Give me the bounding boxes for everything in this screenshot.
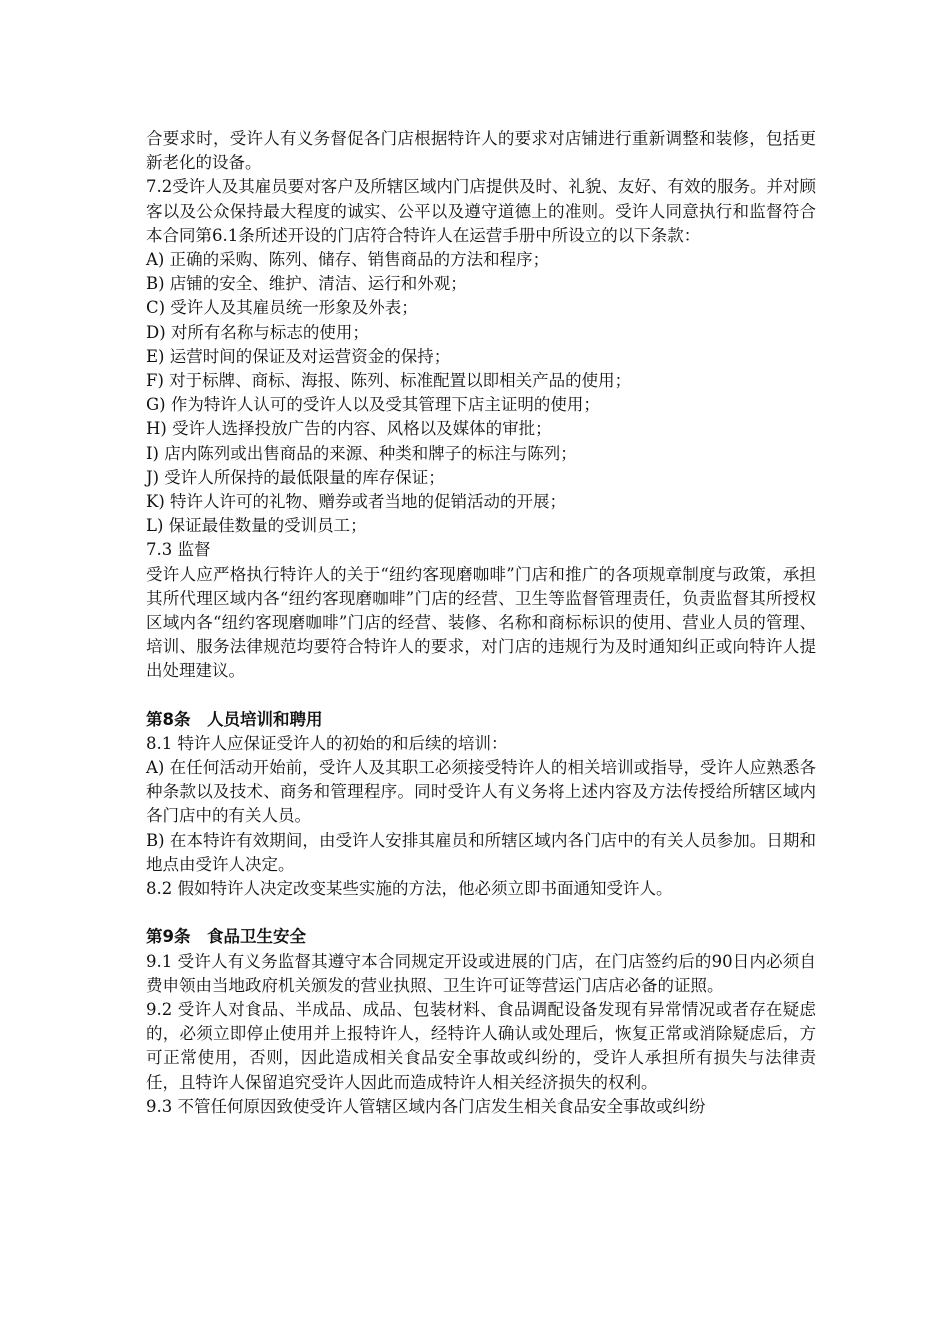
clause-8-1: 8.1 特许人应保证受许人的初始的和后续的培训： <box>146 733 508 753</box>
clause-8-1-b: B) 在本特许有效期间，由受许人安排其雇员和所辖区域内各门店中的有关人员参加。日期和地点由受许人决定。 <box>146 830 816 874</box>
clause-9-2: 9.2 受许人对食品、半成品、成品、包装材料、食品调配设备发现有异常情况或者存在疑虑的，必须立即停止使用并上报特许人，经特许人确认或处理后，恢复正常或消除疑虑后，方可正常使用，否则，因此造成相关食品安全事故或纠纷的，受许人承担所有损失与法律责任，且特许人保留追究受许人因此而造成特许人相关经济损失的权利。 <box>146 999 816 1092</box>
clause-7-3-body: 受许人应严格执行特许人的关于“纽约客现磨咖啡”门店和推广的各项规章制度与政策，承担其所代理区域内各“纽约客现磨咖啡”门店的经营、卫生等监督管理责任，负责监督其所授权区域内各“纽约客现磨咖啡”门店的经营、装修、名称和商标标识的使用、营业人员的管理、培训、服务法律规范均要符合特许人的要求，对门店的违规行为及时通知纠正或向特许人提出处理建议。 <box>146 564 816 681</box>
list-item-l: L) 保证最佳数量的受训员工； <box>146 516 367 536</box>
paragraph-continuation: 合要求时，受许人有义务督促各门店根据特许人的要求对店铺进行重新调整和装修，包括更新老化的设备。 <box>146 129 816 173</box>
list-item-g: G) 作为特许人认可的受许人以及受其管理下店主证明的使用； <box>146 395 600 415</box>
article-9-heading: 第9条 食品卫生安全 <box>146 927 306 947</box>
list-item-f: F) 对于标牌、商标、海报、陈列、标准配置以即相关产品的使用； <box>146 371 632 391</box>
clause-9-3: 9.3 不管任何原因致使受许人管辖区域内各门店发生相关食品安全事故或纠纷 <box>146 1096 706 1116</box>
list-item-h: H) 受许人选择投放广告的内容、风格以及媒体的审批； <box>146 419 552 439</box>
clause-7-3-title: 7.3 监督 <box>146 540 211 560</box>
document-page <box>146 127 816 1119</box>
article-8-heading: 第8条 人员培训和聘用 <box>146 709 323 729</box>
clause-7-2: 7.2受许人及其雇员要对客户及所辖区域内门店提供及时、礼貌、友好、有效的服务。并对顾客以及公众保持最大程度的诚实、公平以及遵守道德上的准则。受许人同意执行和监督符合本合同第6.1条所述开设的门店符合特许人在运营手册中所设立的以下条款： <box>146 177 816 245</box>
list-item-k: K) 特许人许可的礼物、赠券或者当地的促销活动的开展； <box>146 492 567 512</box>
list-item-d: D) 对所有名称与标志的使用； <box>146 322 369 342</box>
list-item-b: B) 店铺的安全、维护、清洁、运行和外观； <box>146 274 467 294</box>
clause-8-1-a: A) 在任何活动开始前，受许人及其职工必须接受特许人的相关培训或指导，受许人应熟悉各种条款以及技术、商务和管理程序。同时受许人有义务将上述内容及方法传授给所辖区域内各门店中的有关人员。 <box>146 758 816 826</box>
list-item-a: A) 正确的采购、陈列、储存、销售商品的方法和程序； <box>146 250 550 270</box>
list-item-e: E) 运营时间的保证及对运营资金的保持； <box>146 346 451 366</box>
list-item-c: C) 受许人及其雇员统一形象及外表； <box>146 298 418 318</box>
clause-8-2: 8.2 假如特许人决定改变某些实施的方法，他必须立即书面通知受许人。 <box>146 879 673 899</box>
clause-9-1: 9.1 受许人有义务监督其遵守本合同规定开设或进展的门店，在门店签约后的90日内必须自费申领由当地政府机关颁发的营业执照、卫生许可证等营运门店店必备的证照。 <box>146 951 816 995</box>
list-item-i: I) 店内陈列或出售商品的来源、种类和牌子的标注与陈列； <box>146 443 577 463</box>
list-item-j: J) 受许人所保持的最低限量的库存保证； <box>146 467 445 487</box>
